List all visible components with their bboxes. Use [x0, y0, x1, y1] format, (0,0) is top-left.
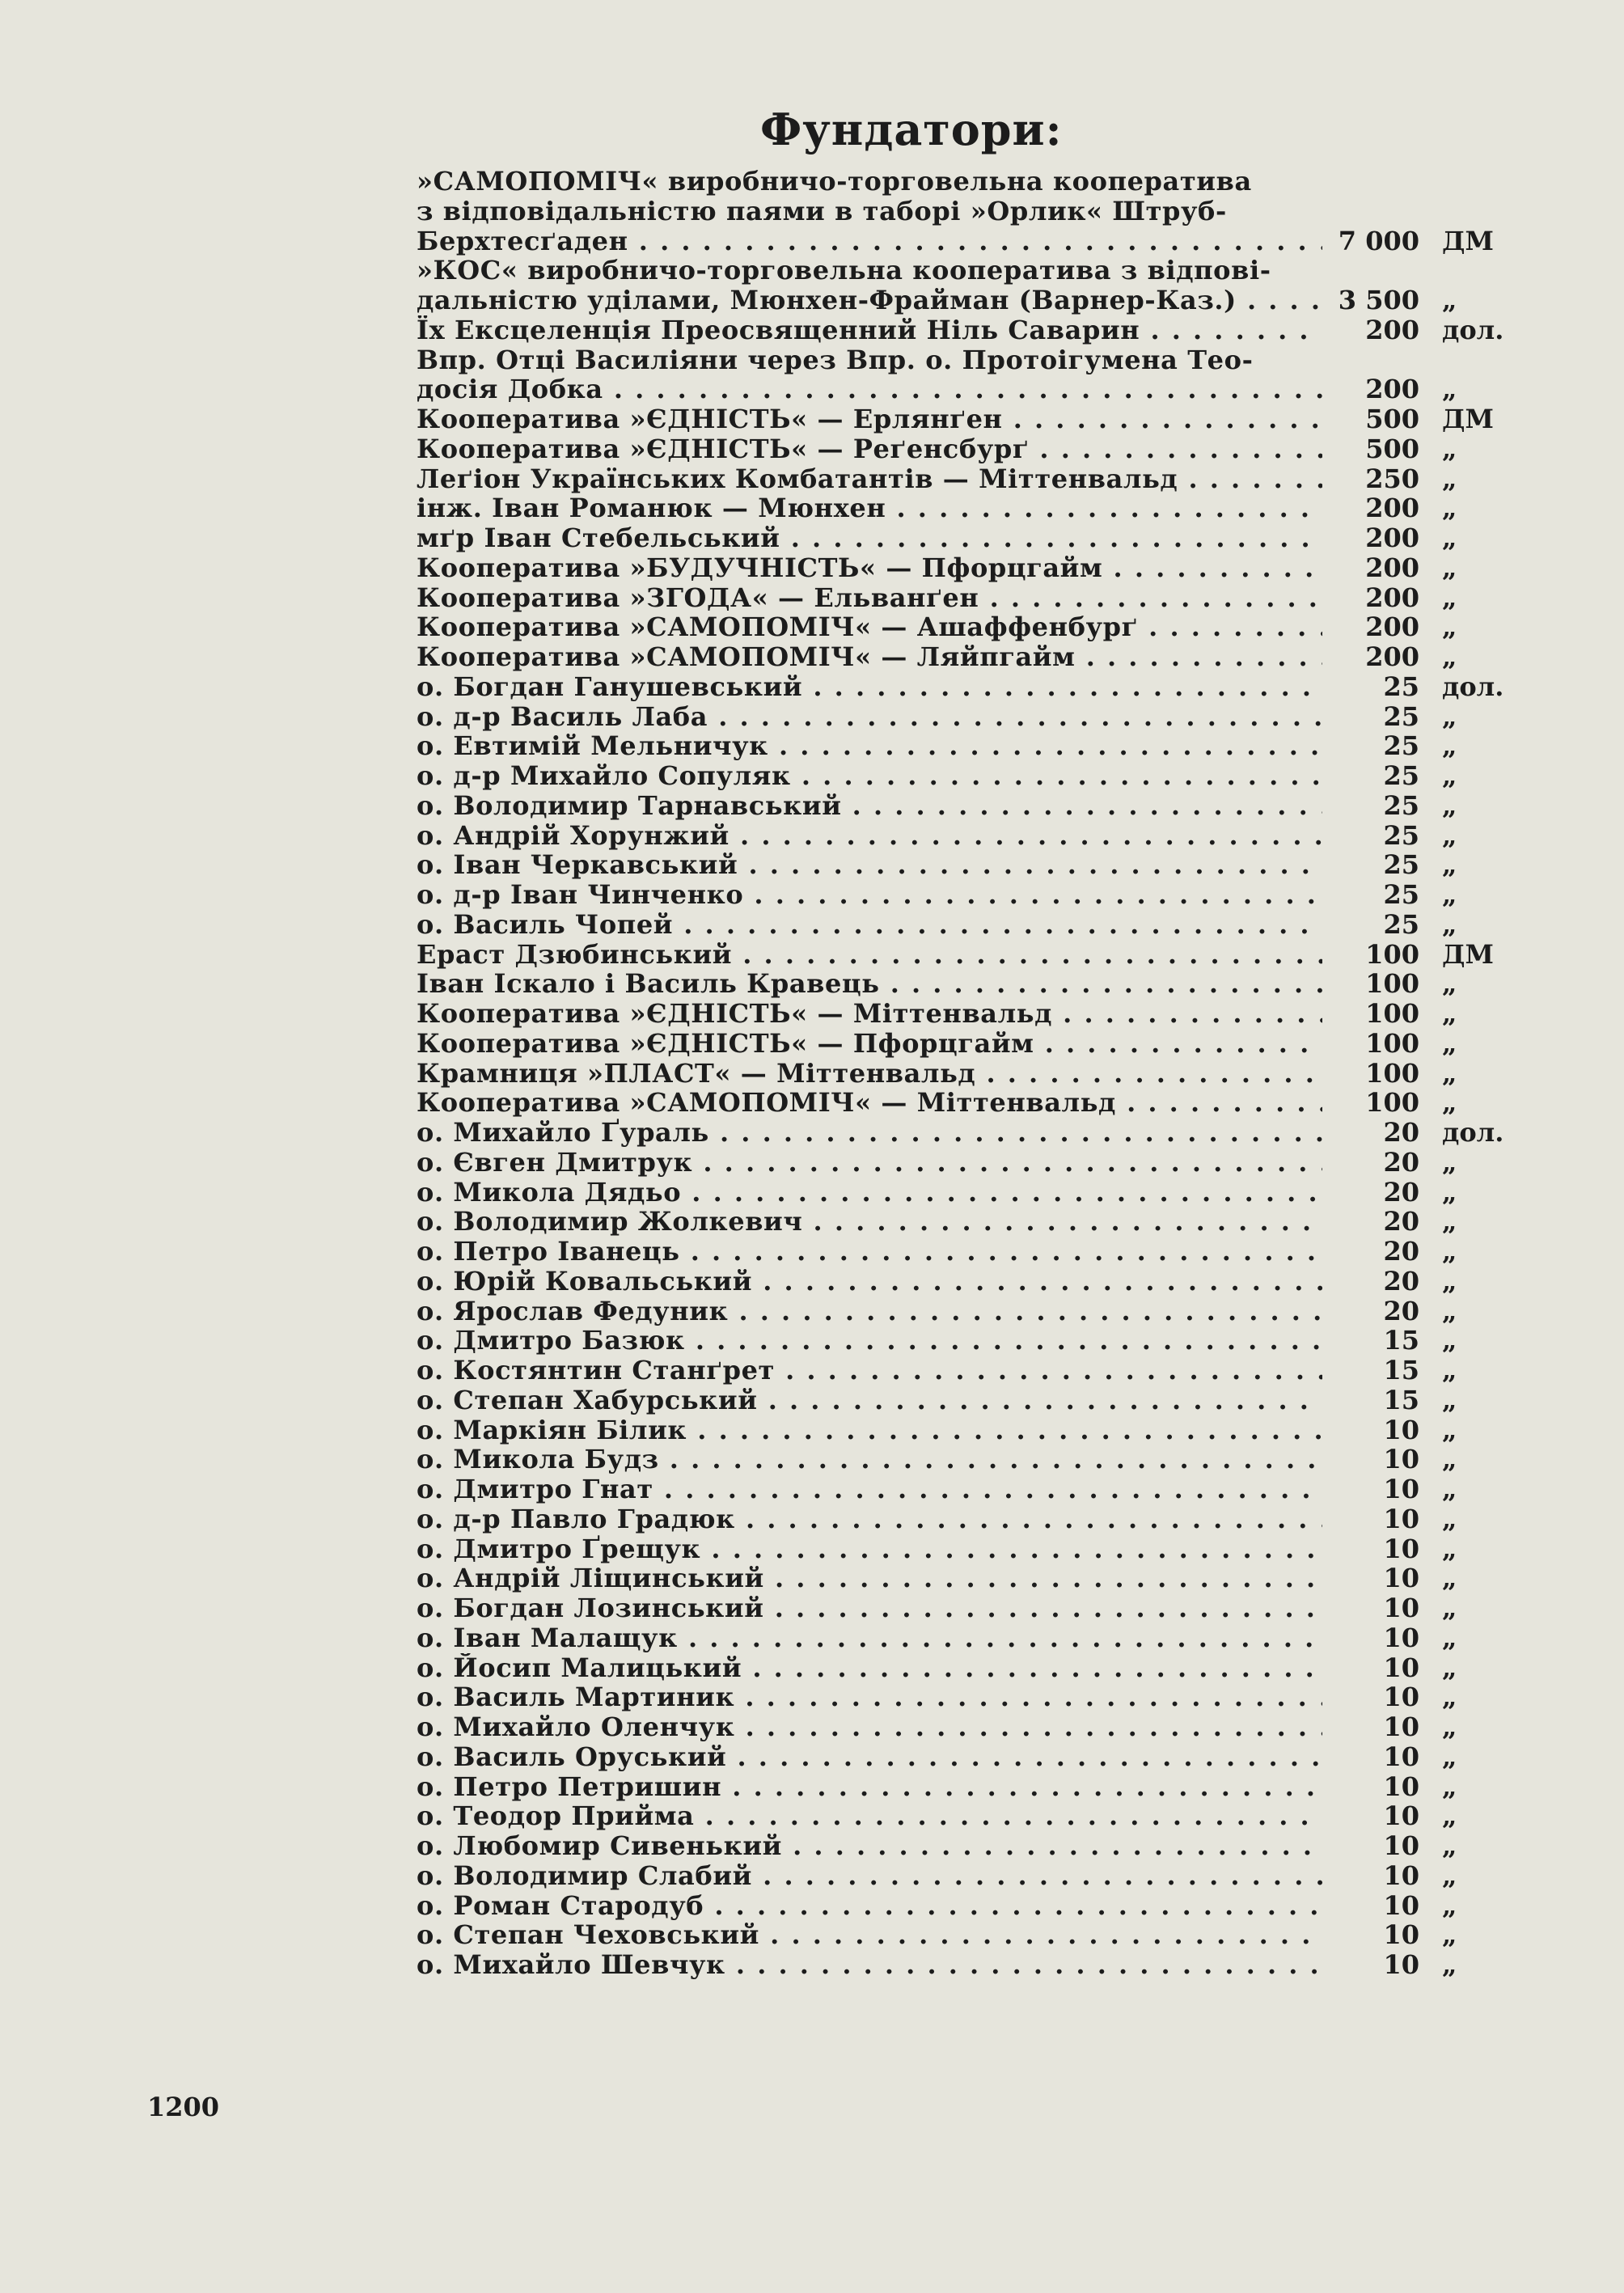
- donation-amount: 100: [1365, 998, 1419, 1029]
- donation-amount: 25: [1383, 908, 1419, 940]
- donor-name: о. д-р Павло Градюк . . .: [417, 1504, 1322, 1534]
- donor-row: [417, 969, 1525, 999]
- donation-amount: 10: [1383, 1593, 1419, 1623]
- donor-name: о. Богдан Лозинський . . .: [417, 1593, 1322, 1623]
- donor-name: о. Михайло Шевчук . . .: [417, 1950, 1322, 1980]
- currency-unit: „: [1442, 1949, 1457, 1980]
- donation-amount: 10: [1383, 1444, 1419, 1475]
- donor-row: [417, 910, 1525, 940]
- currency-unit: „: [1442, 611, 1457, 643]
- page-title: Фундатори:: [760, 104, 1063, 155]
- donor-name: Кооператива »ЄДНІСТЬ« — Реґенсбурґ . . .: [417, 434, 1322, 464]
- donor-row: [417, 999, 1525, 1029]
- donation-amount: 10: [1383, 1682, 1419, 1713]
- donor-name: о. Іван Малащук . . .: [417, 1623, 1322, 1653]
- donor-row: [417, 345, 1525, 375]
- donation-amount: 100: [1365, 968, 1419, 1000]
- donation-amount: 15: [1383, 1384, 1419, 1415]
- donation-amount: 200: [1365, 611, 1419, 643]
- donor-row: [417, 553, 1525, 583]
- currency-unit: „: [1442, 760, 1457, 791]
- donor-row: [417, 940, 1525, 970]
- donor-name: о. Михайло Ґураль . . .: [417, 1118, 1322, 1148]
- donor-name: о. Теодор Прийма . . .: [417, 1801, 1322, 1831]
- currency-unit: „: [1442, 819, 1457, 851]
- donation-amount: 20: [1383, 1117, 1419, 1148]
- donor-name: о. Дмитро Базюк . . .: [417, 1326, 1322, 1356]
- currency-unit: ДМ: [1442, 938, 1494, 970]
- donor-name: з відповідальністю паями в таборі »Орлик« Штруб-: [417, 196, 1227, 226]
- donor-name: Крамниця »ПЛАСТ« — Міттенвальд . . .: [417, 1059, 1322, 1089]
- donation-amount: 10: [1383, 1830, 1419, 1861]
- donation-amount: 10: [1383, 1503, 1419, 1534]
- donor-row: [417, 1297, 1525, 1326]
- donor-name: Берхтесґаден . . .: [417, 226, 1322, 256]
- donor-row: [417, 1772, 1525, 1802]
- donor-row: [417, 1326, 1525, 1356]
- donor-row: [417, 612, 1525, 642]
- donation-amount: 25: [1383, 730, 1419, 762]
- donor-row: [417, 1059, 1525, 1089]
- donor-row: [417, 315, 1525, 345]
- donation-amount: 200: [1365, 641, 1419, 672]
- donor-name: о. Маркіян Білик . . .: [417, 1415, 1322, 1445]
- donation-amount: 100: [1365, 938, 1419, 970]
- donor-row: [417, 1504, 1525, 1534]
- currency-unit: „: [1442, 374, 1457, 405]
- currency-unit: „: [1442, 1236, 1457, 1267]
- donor-name: »САМОПОМІЧ« виробничо-торговельна кооператива: [417, 167, 1252, 197]
- donor-row: [417, 821, 1525, 851]
- donor-name: о. д-р Іван Чинченко . . .: [417, 880, 1322, 910]
- currency-unit: „: [1442, 1563, 1457, 1594]
- donation-amount: 250: [1365, 463, 1419, 494]
- currency-unit: „: [1442, 1919, 1457, 1951]
- donor-row: [417, 197, 1525, 226]
- donor-row: [417, 1445, 1525, 1474]
- donation-amount: 3 500: [1338, 285, 1419, 315]
- donor-name: о. Йосип Малицький . . .: [417, 1653, 1322, 1683]
- currency-unit: „: [1442, 641, 1457, 672]
- donor-row: [417, 1891, 1525, 1921]
- donor-name: інж. Іван Романюк — Мюнхен . . .: [417, 493, 1322, 523]
- donor-row: [417, 404, 1525, 434]
- donation-amount: 10: [1383, 1949, 1419, 1980]
- donor-name: о. Микола Будз . . .: [417, 1445, 1322, 1474]
- currency-unit: „: [1442, 908, 1457, 940]
- donation-amount: 15: [1383, 1355, 1419, 1386]
- donor-row: [417, 761, 1525, 791]
- currency-unit: „: [1442, 493, 1457, 524]
- donor-row: [417, 226, 1525, 256]
- donation-amount: 25: [1383, 671, 1419, 702]
- donor-row: [417, 702, 1525, 732]
- donor-row: [417, 642, 1525, 672]
- currency-unit: „: [1442, 998, 1457, 1029]
- donation-amount: 500: [1365, 433, 1419, 464]
- donation-amount: 20: [1383, 1146, 1419, 1178]
- currency-unit: „: [1442, 1741, 1457, 1772]
- currency-unit: „: [1442, 1859, 1457, 1891]
- donor-row: [417, 1178, 1525, 1208]
- donor-row: [417, 1801, 1525, 1831]
- currency-unit: „: [1442, 1622, 1457, 1653]
- currency-unit: „: [1442, 1593, 1457, 1623]
- donor-row: [417, 1742, 1525, 1772]
- donor-name: о. Роман Стародуб . . .: [417, 1891, 1322, 1921]
- currency-unit: „: [1442, 1889, 1457, 1921]
- donation-amount: 10: [1383, 1800, 1419, 1832]
- currency-unit: ДМ: [1442, 404, 1494, 434]
- donor-row: [417, 1653, 1525, 1683]
- currency-unit: „: [1442, 849, 1457, 881]
- donor-row: [417, 1118, 1525, 1148]
- donor-name: дальністю уділами, Мюнхен-Фрайман (Варнер-Каз.) . . .: [417, 286, 1322, 315]
- donor-row: [417, 1950, 1525, 1980]
- donor-row: [417, 672, 1525, 702]
- donor-name: о. Василь Чопей . . .: [417, 910, 1322, 940]
- donor-row: [417, 493, 1525, 523]
- donation-amount: 100: [1365, 1027, 1419, 1059]
- donation-amount: 25: [1383, 879, 1419, 910]
- donation-amount: 100: [1365, 1087, 1419, 1119]
- donor-row: [417, 1088, 1525, 1118]
- donation-amount: 10: [1383, 1741, 1419, 1772]
- currency-unit: „: [1442, 1355, 1457, 1386]
- donor-row: [417, 286, 1525, 315]
- currency-unit: „: [1442, 1295, 1457, 1326]
- donation-amount: 200: [1365, 582, 1419, 613]
- donation-amount: 10: [1383, 1652, 1419, 1683]
- donor-name: о. Юрій Ковальський . . .: [417, 1267, 1322, 1297]
- donor-row: [417, 464, 1525, 494]
- currency-unit: „: [1442, 1325, 1457, 1356]
- donor-name: Кооператива »ЗГОДА« — Ельванґен . . .: [417, 583, 1322, 613]
- currency-unit: „: [1442, 879, 1457, 910]
- donor-name: о. Евтимій Мельничук . . .: [417, 731, 1322, 761]
- donation-amount: 10: [1383, 1711, 1419, 1742]
- currency-unit: „: [1442, 1711, 1457, 1742]
- donor-name: о. Любомир Сивенький . . .: [417, 1831, 1322, 1861]
- donor-name: о. Василь Оруський . . .: [417, 1742, 1322, 1772]
- currency-unit: „: [1442, 1206, 1457, 1237]
- donor-name: о. Іван Черкавський . . .: [417, 850, 1322, 880]
- donor-row: [417, 1148, 1525, 1178]
- donor-name: Кооператива »САМОПОМІЧ« — Ашаффенбурґ . . .: [417, 612, 1322, 642]
- donor-row: [417, 731, 1525, 761]
- donation-amount: 10: [1383, 1563, 1419, 1594]
- donor-name: мґр Іван Стебельський . . .: [417, 523, 1322, 553]
- donation-amount: 10: [1383, 1622, 1419, 1653]
- currency-unit: „: [1442, 1830, 1457, 1861]
- donor-row: [417, 1415, 1525, 1445]
- donation-amount: 25: [1383, 700, 1419, 732]
- donation-amount: 10: [1383, 1414, 1419, 1445]
- currency-unit: „: [1442, 1057, 1457, 1089]
- currency-unit: „: [1442, 463, 1457, 494]
- donor-name: Кооператива »САМОПОМІЧ« — Ляйпгайм . . .: [417, 642, 1322, 672]
- donation-amount: 15: [1383, 1325, 1419, 1356]
- donation-amount: 25: [1383, 849, 1419, 881]
- currency-unit: „: [1442, 1414, 1457, 1445]
- donor-name: о. Микола Дядьо . . .: [417, 1178, 1322, 1208]
- currency-unit: „: [1442, 1682, 1457, 1713]
- donor-name: о. Володимир Тарнавський . . .: [417, 791, 1322, 821]
- donation-amount: 200: [1365, 374, 1419, 405]
- donor-row: [417, 523, 1525, 553]
- donation-amount: 10: [1383, 1533, 1419, 1564]
- donor-row: [417, 1474, 1525, 1504]
- donor-name: Кооператива »ЄДНІСТЬ« — Міттенвальд . . .: [417, 999, 1322, 1029]
- donor-name: Кооператива »САМОПОМІЧ« — Міттенвальд . . .: [417, 1088, 1322, 1118]
- currency-unit: „: [1442, 1027, 1457, 1059]
- donation-amount: 200: [1365, 552, 1419, 583]
- donor-name: о. Михайло Оленчук . . .: [417, 1712, 1322, 1742]
- donor-name: о. Степан Чеховський . . .: [417, 1920, 1322, 1950]
- currency-unit: ДМ: [1442, 225, 1494, 256]
- donor-list: [417, 167, 1525, 1980]
- currency-unit: „: [1442, 285, 1457, 315]
- currency-unit: дол.: [1442, 671, 1504, 702]
- donor-name: о. Володимир Жолкевич . . .: [417, 1207, 1322, 1237]
- donor-name: Кооператива »БУДУЧНІСТЬ« — Пфорцгайм . . .: [417, 553, 1322, 583]
- donor-name: о. Володимир Слабий . . .: [417, 1861, 1322, 1891]
- donation-amount: 20: [1383, 1206, 1419, 1237]
- donor-name: о. Василь Мартиник . . .: [417, 1682, 1322, 1712]
- donor-row: [417, 880, 1525, 910]
- donation-amount: 500: [1365, 404, 1419, 434]
- currency-unit: „: [1442, 1146, 1457, 1178]
- donor-row: [417, 1207, 1525, 1237]
- donor-name: о. Степан Хабурський . . .: [417, 1386, 1322, 1415]
- currency-unit: „: [1442, 1533, 1457, 1564]
- currency-unit: „: [1442, 522, 1457, 553]
- donor-name: о. Костянтин Станґрет . . .: [417, 1356, 1322, 1386]
- currency-unit: „: [1442, 1444, 1457, 1475]
- donation-amount: 10: [1383, 1859, 1419, 1891]
- donor-name: о. Богдан Ганушевський . . .: [417, 672, 1322, 702]
- donor-row: [417, 791, 1525, 821]
- donation-amount: 20: [1383, 1236, 1419, 1267]
- donor-name: »КОС« виробничо-торговельна кооператива з відпові-: [417, 256, 1271, 286]
- currency-unit: „: [1442, 1474, 1457, 1504]
- currency-unit: „: [1442, 433, 1457, 464]
- donor-row: [417, 850, 1525, 880]
- donor-row: [417, 374, 1525, 404]
- donor-row: [417, 1267, 1525, 1297]
- currency-unit: „: [1442, 552, 1457, 583]
- donation-amount: 25: [1383, 819, 1419, 851]
- donor-name: о. Дмитро Ґрещук . . .: [417, 1534, 1322, 1564]
- donor-name: досія Добка . . .: [417, 374, 1322, 404]
- donor-name: Впр. Отці Василіяни через Впр. о. Протоігумена Тео-: [417, 345, 1254, 375]
- donor-name: о. д-р Михайло Сопуляк . . .: [417, 761, 1322, 791]
- donor-row: [417, 1920, 1525, 1950]
- donor-row: [417, 1623, 1525, 1653]
- donor-row: [417, 434, 1525, 464]
- donation-amount: 200: [1365, 522, 1419, 553]
- currency-unit: „: [1442, 1384, 1457, 1415]
- donation-amount: 25: [1383, 789, 1419, 821]
- currency-unit: „: [1442, 1176, 1457, 1208]
- currency-unit: „: [1442, 700, 1457, 732]
- donor-name: Кооператива »ЄДНІСТЬ« — Ерлянґен . . .: [417, 404, 1322, 434]
- donor-row: [417, 1861, 1525, 1891]
- donation-amount: 20: [1383, 1265, 1419, 1297]
- donor-row: [417, 1237, 1525, 1267]
- donor-name: о. д-р Василь Лаба . . .: [417, 702, 1322, 732]
- donor-name: о. Андрій Ліщинський . . .: [417, 1563, 1322, 1593]
- donation-amount: 10: [1383, 1771, 1419, 1802]
- donor-row: [417, 1386, 1525, 1415]
- donation-amount: 200: [1365, 314, 1419, 345]
- currency-unit: „: [1442, 1771, 1457, 1802]
- currency-unit: „: [1442, 582, 1457, 613]
- donor-name: Кооператива »ЄДНІСТЬ« — Пфорцгайм . . .: [417, 1029, 1322, 1059]
- currency-unit: дол.: [1442, 314, 1504, 345]
- donor-row: [417, 1831, 1525, 1861]
- currency-unit: „: [1442, 1265, 1457, 1297]
- currency-unit: дол.: [1442, 1117, 1504, 1148]
- currency-unit: „: [1442, 1652, 1457, 1683]
- page-number: 1200: [147, 2092, 220, 2122]
- currency-unit: „: [1442, 1087, 1457, 1119]
- donor-row: [417, 1593, 1525, 1623]
- donor-row: [417, 1029, 1525, 1059]
- donation-amount: 25: [1383, 760, 1419, 791]
- donor-row: [417, 167, 1525, 197]
- donor-name: о. Андрій Хорунжий . . .: [417, 821, 1322, 851]
- donation-amount: 10: [1383, 1889, 1419, 1921]
- donation-amount: 200: [1365, 493, 1419, 524]
- donor-name: Іван Іскало і Василь Кравець . . .: [417, 969, 1322, 999]
- donor-row: [417, 1356, 1525, 1386]
- donor-name: о. Ярослав Федуник . . .: [417, 1297, 1322, 1326]
- donor-name: Ераст Дзюбинський . . .: [417, 940, 1322, 970]
- currency-unit: „: [1442, 1800, 1457, 1832]
- donor-row: [417, 1712, 1525, 1742]
- currency-unit: „: [1442, 1503, 1457, 1534]
- currency-unit: „: [1442, 968, 1457, 1000]
- donation-amount: 100: [1365, 1057, 1419, 1089]
- donor-name: Їх Ексцеленція Преосвященний Ніль Саварин . . .: [417, 315, 1322, 345]
- donor-name: о. Петро Петришин . . .: [417, 1772, 1322, 1802]
- donor-name: о. Дмитро Гнат . . .: [417, 1474, 1322, 1504]
- donation-amount: 20: [1383, 1295, 1419, 1326]
- currency-unit: „: [1442, 789, 1457, 821]
- donation-amount: 10: [1383, 1474, 1419, 1504]
- donor-name: Леґіон Українських Комбатантів — Міттенвальд . . .: [417, 464, 1322, 494]
- donor-row: [417, 1534, 1525, 1564]
- donation-amount: 20: [1383, 1176, 1419, 1208]
- currency-unit: „: [1442, 730, 1457, 762]
- donor-row: [417, 1563, 1525, 1593]
- donor-name: о. Петро Іванець . . .: [417, 1237, 1322, 1267]
- donation-amount: 7 000: [1338, 225, 1419, 256]
- donation-amount: 10: [1383, 1919, 1419, 1951]
- donor-row: [417, 583, 1525, 613]
- donor-row: [417, 1682, 1525, 1712]
- donor-name: о. Євген Дмитрук . . .: [417, 1148, 1322, 1178]
- donor-row: [417, 256, 1525, 286]
